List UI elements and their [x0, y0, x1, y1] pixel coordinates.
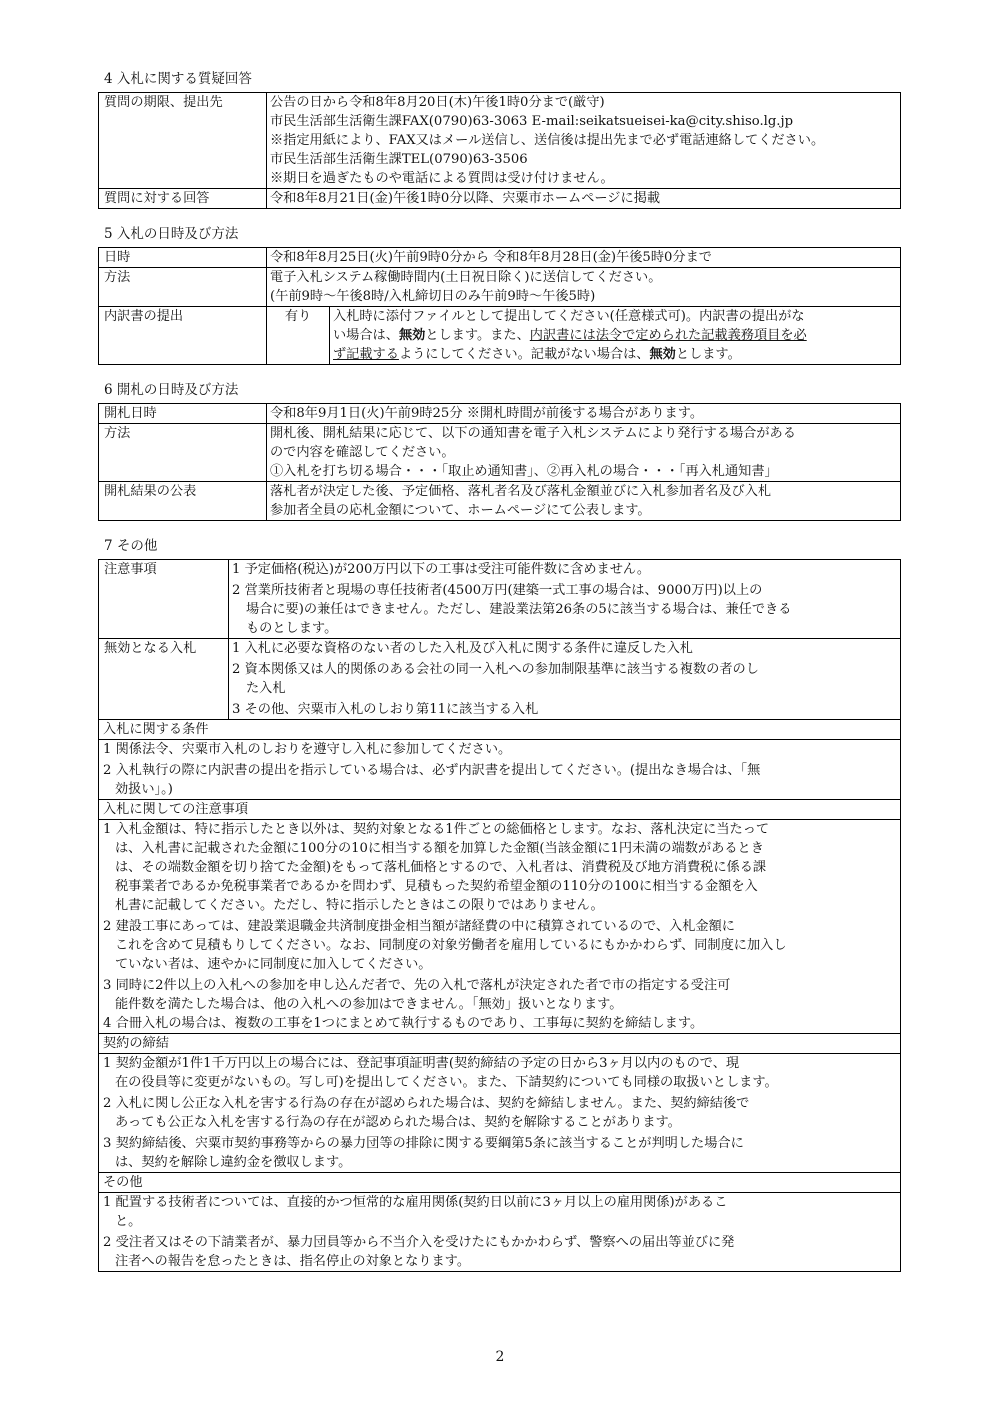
subsection-header: 入札に関しての注意事項 — [99, 800, 901, 820]
section-6-table — [98, 403, 901, 521]
section-5-title: 5 入札の日時及び方法 — [104, 226, 239, 242]
table-row — [99, 820, 901, 1034]
table-row — [99, 560, 901, 639]
text-line: 2 受注者又はその下請業者が、暴力団員等から不当介入を受けたにもかかわらず、警察への届出等並びに発 — [103, 1235, 735, 1250]
row-content — [229, 560, 901, 639]
row-label: 内訳書の提出 — [99, 307, 267, 365]
subsection-header: 契約の締結 — [99, 1034, 901, 1054]
text-line: た入札 — [246, 681, 286, 696]
table-row — [99, 1193, 901, 1272]
text-line: (午前9時〜午後8時/入札締切日のみ午前9時〜午後5時) — [270, 289, 596, 304]
table-row — [99, 307, 901, 365]
text-line: 2 入札に関し公正な入札を害する行為の存在が認められた場合は、契約を締結しません。また、契約締結後で — [103, 1096, 750, 1111]
row-content — [330, 307, 901, 365]
row-content: 令和8年8月25日(火)午前9時0分から 令和8年8月28日(金)午後5時0分まで — [267, 248, 901, 268]
text-line: と。 — [115, 1214, 142, 1229]
text-line: 開札後、開札結果に応じて、以下の通知書を電子入札システムにより発行する場合がある — [270, 426, 796, 441]
table-row — [99, 1034, 901, 1054]
text-line: あっても公正な入札を害する行為の存在が認められた場合は、契約を解除することがあります。 — [115, 1115, 681, 1130]
text-line: 1 配置する技術者については、直接的かつ恒常的な雇用関係(契約日以前に3ヶ月以上の雇用関係)があるこ — [103, 1195, 728, 1210]
row-content — [267, 482, 901, 521]
row-label: 質問に対する回答 — [99, 189, 267, 209]
row-label: 方法 — [99, 268, 267, 307]
text-line: 市民生活部生活衛生課TEL(0790)63-3506 — [270, 152, 528, 167]
text-line: 能件数を満たした場合は、他の入札への参加はできません。「無効」扱いとなります。 — [115, 997, 623, 1012]
row-content: 令和8年9月1日(火)午前9時25分 ※開札時間が前後する場合があります。 — [267, 404, 901, 424]
table-row — [99, 482, 901, 521]
underlined-text: ず記載する — [333, 347, 399, 362]
submission-flag: 有り — [267, 307, 330, 365]
text-line: 1 関係法令、宍粟市入札のしおりを遵守し入札に参加してください。 — [103, 742, 512, 757]
row-content — [267, 268, 901, 307]
text-line: 場合に要)の兼任はできません。ただし、建設業法第26条の5に該当する場合は、兼任できる — [246, 602, 792, 617]
section-4-table — [98, 92, 901, 209]
row-content — [99, 1054, 901, 1173]
table-row — [99, 268, 901, 307]
text-line: これを含めて見積もりしてください。なお、同制度の対象労働者を雇用しているにもかかわらず、同制度に加入し — [115, 938, 787, 953]
text-line: は、入札書に記載された金額に100分の10に相当する額を加算した金額(当該金額に1円未満の端数があるとき — [115, 841, 764, 856]
row-label: 日時 — [99, 248, 267, 268]
text-line: 参加者全員の応札金額について、ホームページにて公表します。 — [270, 503, 651, 518]
row-label: 注意事項 — [99, 560, 229, 639]
invalid-emphasis: 無効 — [398, 328, 426, 343]
section-7-title: 7 その他 — [104, 538, 158, 554]
text-line: 1 予定価格(税込)が200万円以下の工事は受注可能件数に含めません。 — [232, 562, 651, 577]
document-page — [98, 68, 901, 1272]
text-line: 3 同時に2件以上の入札への参加を申し込んだ者で、先の入札で落札が決定された者で市の指定する受注可 — [103, 978, 731, 993]
text-line: 3 その他、宍粟市入札のしおり第11に該当する入札 — [232, 702, 539, 717]
text-line: 効扱い」。) — [115, 782, 173, 797]
text-line: 電子入札システム稼働時間内(土日祝日除く)に送信してください。 — [270, 270, 662, 285]
text-line: 2 建設工事にあっては、建設業退職金共済制度掛金相当額が諸経費の中に積算されているので、入札金額に — [103, 919, 735, 934]
text-line: 4 合冊入札の場合は、複数の工事を1つにまとめて執行するものであり、工事毎に契約を締結します。 — [103, 1016, 704, 1031]
text-line: 1 入札に必要な資格のない者のした入札及び入札に関する条件に違反した入札 — [232, 641, 693, 656]
row-content: 令和8年8月21日(金)午後1時0分以降、宍粟市ホームページに掲載 — [267, 189, 901, 209]
row-label: 質問の期限、提出先 — [99, 93, 267, 189]
table-row — [99, 404, 901, 424]
table-row — [99, 248, 901, 268]
text-line: 札書に記載してください。ただし、特に指示したときはこの限りではありません。 — [115, 898, 604, 913]
text-line: 公告の日から令和8年8月20日(木)午後1時0分まで(厳守) — [270, 95, 605, 110]
row-label: 無効となる入札 — [99, 639, 229, 720]
row-label: 開札結果の公表 — [99, 482, 267, 521]
table-row — [99, 720, 901, 740]
text-line: は、その端数金額を切り捨てた金額)をもって落札価格とするので、入札者は、消費税及び地方消費税に係る課 — [115, 860, 767, 875]
row-label: 開札日時 — [99, 404, 267, 424]
table-row — [99, 424, 901, 482]
text-line: い場合は、無効とします。また、内訳書には法令で定められた記載義務項目を必 — [333, 328, 807, 343]
text-line: ※期日を過ぎたものや電話による質問は受け付けません。 — [270, 171, 614, 186]
row-label: 方法 — [99, 424, 267, 482]
row-content — [267, 424, 901, 482]
table-row — [99, 1054, 901, 1173]
section-6-title: 6 開札の日時及び方法 — [104, 382, 239, 398]
text-line: 入札時に添付ファイルとして提出してください(任意様式可)。内訳書の提出がな — [333, 309, 805, 324]
text-line: 1 入札金額は、特に指示したとき以外は、契約対象となる1件ごとの総価格とします。なお、落札決定に当たって — [103, 822, 770, 837]
table-row — [99, 93, 901, 189]
text-line: 落札者が決定した後、予定価格、落札者名及び落札金額並びに入札参加者名及び入札 — [270, 484, 772, 499]
table-row — [99, 639, 901, 720]
text-line: 市民生活部生活衛生課FAX(0790)63-3063 E-mail:seikatsueisei-ka@city.shiso.lg.jp — [270, 114, 794, 129]
text-line: ①入札を打ち切る場合・・・「取止め通知書」、②再入札の場合・・・「再入札通知書」 — [270, 464, 778, 479]
text-line: ので内容を確認してください。 — [270, 445, 455, 460]
text-line: は、契約を解除し違約金を徴収します。 — [115, 1155, 352, 1170]
text-line: 税事業者であるか免税事業者であるかを問わず、見積もった契約希望金額の110分の100に相当する金額を入 — [115, 879, 758, 894]
section-4-title: 4 入札に関する質疑回答 — [104, 71, 252, 87]
row-content — [99, 1193, 901, 1272]
table-row — [99, 1173, 901, 1193]
text-line: 1 契約金額が1件1千万円以上の場合には、登記事項証明書(契約締結の予定の日から3ヶ月以内のもので、現 — [103, 1056, 740, 1071]
text-line: 2 資本関係又は人的関係のある会社の同一入札への参加制限基準に該当する複数の者のし — [232, 662, 759, 677]
text-line: ず記載するようにしてください。記載がない場合は、無効とします。 — [333, 347, 741, 362]
table-row — [99, 189, 901, 209]
text-line: ていない者は、速やかに同制度に加入してください。 — [115, 957, 432, 972]
text-line: 2 入札執行の際に内訳書の提出を指示している場合は、必ず内訳書を提出してください。(提出なき場合は、「無 — [103, 763, 761, 778]
row-content — [99, 820, 901, 1034]
text-line: 3 契約締結後、宍粟市契約事務等からの暴力団等の排除に関する要綱第5条に該当することが判明した場合に — [103, 1136, 744, 1151]
row-content — [267, 93, 901, 189]
invalid-emphasis: 無効 — [649, 347, 676, 362]
row-content — [99, 740, 901, 800]
underlined-text: 内訳書には法令で定められた記載義務項目を必 — [529, 328, 807, 343]
table-row — [99, 800, 901, 820]
text-line: ものとします。 — [246, 621, 338, 636]
text-line: 2 営業所技術者と現場の専任技術者(4500万円(建築一式工事の場合は、9000万円)以上の — [232, 583, 763, 598]
text-line: ※指定用紙により、FAX又はメール送信し、送信後は提出先まで必ず電話連絡してください。 — [270, 133, 825, 148]
table-row — [99, 740, 901, 800]
section-7-full-table — [98, 719, 901, 1272]
text-line: 在の役員等に変更がないもの。写し可)を提出してください。また、下請契約についても同様の取扱いとします。 — [115, 1075, 778, 1090]
section-7-table — [98, 559, 901, 720]
section-5-table — [98, 247, 901, 365]
page-number: 2 — [495, 1349, 505, 1365]
text-line: 注者への報告を怠ったときは、指名停止の対象となります。 — [115, 1254, 471, 1269]
row-content — [229, 639, 901, 720]
subsection-header: その他 — [99, 1173, 901, 1193]
subsection-header: 入札に関する条件 — [99, 720, 901, 740]
